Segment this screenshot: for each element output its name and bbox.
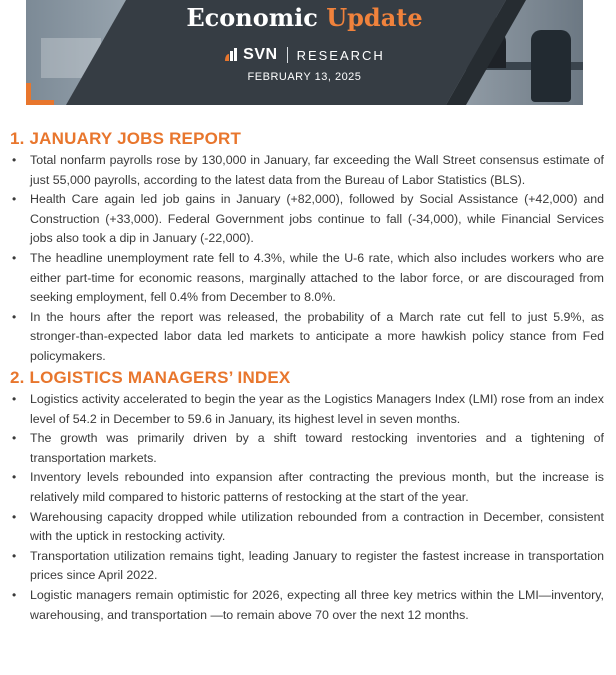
section-heading-jobs: 1. JANUARY JOBS REPORT xyxy=(10,129,242,148)
section-heading-lmi: 2. LOGISTICS MANAGERS’ INDEX xyxy=(10,368,291,387)
page-title: Economic Update xyxy=(186,3,423,32)
list-item: • Logistic managers remain optimistic for 2026, expecting all three key metrics within the LMI—inventory, warehousing, and transportation —to remain above 70 over the next 12 months. xyxy=(12,587,604,622)
bullet-icon: • xyxy=(12,431,17,446)
lmi-list xyxy=(10,390,604,625)
list-item: • Health Care again led job gains in January (+82,000), followed by Social Assistance (+42,000) and Construction (+33,000). Federal Government jobs continue to fall (-34,000), while Financial Services jobs also took a dip in January (-22,000). xyxy=(12,192,604,246)
bullet-icon: • xyxy=(12,153,17,167)
list-item: • The headline unemployment rate fell to 4.3%, while the U-6 rate, which also includes workers who are either part-time for economic reasons, marginally attached to the labor force, or are discouraged from seeking employment, fell 0.4% from December to 8.0%. xyxy=(12,250,604,305)
bullet-icon: • xyxy=(12,192,17,207)
bullet-icon: • xyxy=(12,250,17,265)
bullet-icon: • xyxy=(12,470,17,485)
chair-silhouette xyxy=(531,30,571,102)
bullet-icon: • xyxy=(12,309,17,324)
brand-divider xyxy=(287,47,288,63)
list-item: • In the hours after the report was released, the probability of a March rate cut fell to just 5.9%, as stronger-than-expected labor data led markets to anticipate a more hawkish policy stance from Fed policymakers. xyxy=(12,309,604,363)
bullet-icon: • xyxy=(12,548,17,563)
list-item: • Inventory levels rebounded into expansion after contracting the previous month, but the increase is relatively mild compared to historic patterns of restocking at the start of the year. xyxy=(12,470,604,504)
orange-corner-accent xyxy=(26,83,54,105)
brand-division: RESEARCH xyxy=(296,47,385,63)
list-item: • The growth was primarily driven by a shift toward restocking inventories and a tightening of transportation markets. xyxy=(12,431,604,465)
list-item: • Warehousing capacity dropped while utilization rebounded from a contraction in December, consistent with the uptick in restocking activity. xyxy=(12,509,604,544)
list-item: • Logistics activity accelerated to begin the year as the Logistics Managers Index (LMI) rose from an index level of 54.2 in December to 59.6 in January, its highest level in seven months. xyxy=(12,392,604,426)
bullet-icon: • xyxy=(12,509,17,524)
jobs-report-list xyxy=(10,151,604,367)
report-date: FEBRUARY 13, 2025 xyxy=(247,71,362,83)
bullet-icon: • xyxy=(12,587,17,602)
svn-logo-icon xyxy=(224,48,240,62)
brand-logo xyxy=(26,46,583,64)
list-item: • Total nonfarm payrolls rose by 130,000 in January, far exceeding the Wall Street consensus estimate of just 55,000 payrolls, according to the latest data from the Bureau of Labor Statistics (BLS). xyxy=(12,153,604,187)
bullet-icon: • xyxy=(12,392,17,406)
brand-name: SVN xyxy=(243,46,278,63)
list-item: • Transportation utilization remains tight, leading January to register the fastest increase in transportation prices since April 2022. xyxy=(12,548,604,583)
